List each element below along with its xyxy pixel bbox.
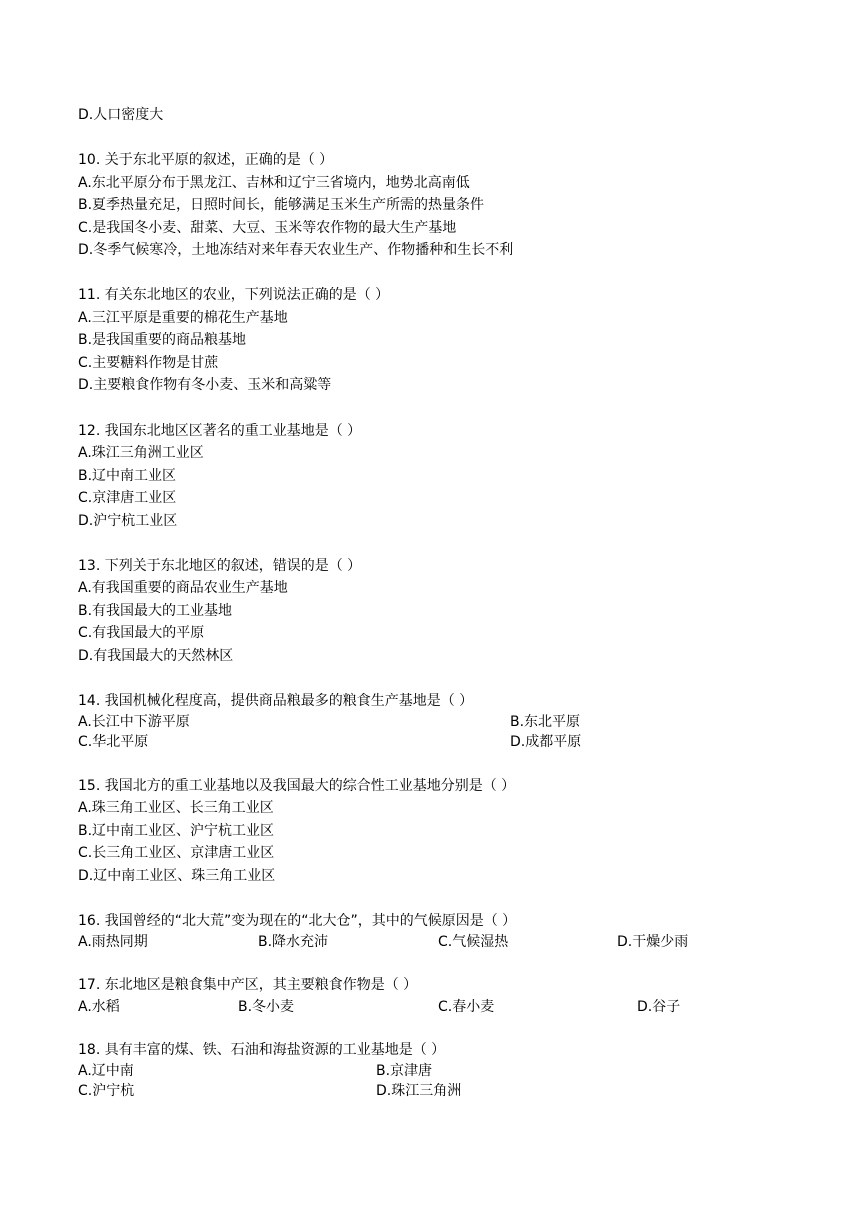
option-b: B.京津唐 — [376, 1063, 433, 1079]
option-c: C.有我国最大的平原 — [78, 625, 205, 641]
question-stem: 10. 关于东北平原的叙述，正确的是（ ） — [78, 152, 334, 168]
question-stem: 13. 下列关于东北地区的叙述，错误的是（ ） — [78, 558, 362, 574]
option-d: D.成都平原 — [510, 734, 582, 750]
option-c: C.京津唐工业区 — [78, 490, 177, 506]
option-c: C.是我国冬小麦、甜菜、大豆、玉米等农作物的最大生产基地 — [78, 220, 457, 236]
option-c: C.气候湿热 — [438, 934, 509, 950]
option-b: B.降水充沛 — [258, 934, 329, 950]
prev-option-d: D.人口密度大 — [78, 107, 164, 123]
option-a: A.三江平原是重要的棉花生产基地 — [78, 310, 288, 326]
option-a: A.雨热同期 — [78, 934, 148, 950]
option-d: D.有我国最大的天然林区 — [78, 648, 234, 664]
option-d: D.谷子 — [637, 999, 681, 1015]
question-stem: 18. 具有丰富的煤、铁、石油和海盐资源的工业基地是（ ） — [78, 1042, 446, 1058]
option-a: A.长江中下游平原 — [78, 714, 190, 730]
option-c: C.春小麦 — [438, 999, 495, 1015]
option-d: D.主要粮食作物有冬小麦、玉米和高粱等 — [78, 377, 332, 393]
option-a: A.东北平原分布于黑龙江、吉林和辽宁三省境内，地势北高南低 — [78, 175, 470, 191]
option-a: A.水稻 — [78, 999, 120, 1015]
option-c: C.长三角工业区、京津唐工业区 — [78, 845, 275, 861]
option-b: B.有我国最大的工业基地 — [78, 603, 233, 619]
option-b: B.东北平原 — [510, 714, 581, 730]
option-d: D.珠江三角洲 — [376, 1083, 462, 1099]
question-stem: 15. 我国北方的重工业基地以及我国最大的综合性工业基地分别是（ ） — [78, 778, 516, 794]
question-stem: 16. 我国曾经的“北大荒”变为现在的“北大仓”，其中的气候原因是（ ） — [78, 913, 517, 929]
option-b: B.辽中南工业区 — [78, 468, 177, 484]
question-stem: 11. 有关东北地区的农业，下列说法正确的是（ ） — [78, 287, 390, 303]
option-a: A.珠江三角洲工业区 — [78, 445, 204, 461]
option-b: B.夏季热量充足，日照时间长，能够满足玉米生产所需的热量条件 — [78, 197, 485, 213]
question-stem: 17. 东北地区是粮食集中产区，其主要粮食作物是（ ） — [78, 977, 418, 993]
option-a: A.珠三角工业区、长三角工业区 — [78, 800, 274, 816]
option-a: A.有我国重要的商品农业生产基地 — [78, 580, 288, 596]
option-d: D.冬季气候寒冷，土地冻结对来年春天农业生产、作物播种和生长不利 — [78, 242, 514, 258]
option-c: C.华北平原 — [78, 734, 149, 750]
option-c: C.主要糖料作物是甘蔗 — [78, 355, 219, 371]
option-b: B.是我国重要的商品粮基地 — [78, 332, 247, 348]
option-d: D.沪宁杭工业区 — [78, 513, 178, 529]
option-d: D.干燥少雨 — [617, 934, 689, 950]
question-stem: 12. 我国东北地区区著名的重工业基地是（ ） — [78, 423, 362, 439]
option-c: C.沪宁杭 — [78, 1083, 135, 1099]
option-d: D.辽中南工业区、珠三角工业区 — [78, 868, 276, 884]
option-b: B.冬小麦 — [238, 999, 295, 1015]
question-stem: 14. 我国机械化程度高，提供商品粮最多的粮食生产基地是（ ） — [78, 693, 474, 709]
option-a: A.辽中南 — [78, 1063, 134, 1079]
option-b: B.辽中南工业区、沪宁杭工业区 — [78, 823, 275, 839]
